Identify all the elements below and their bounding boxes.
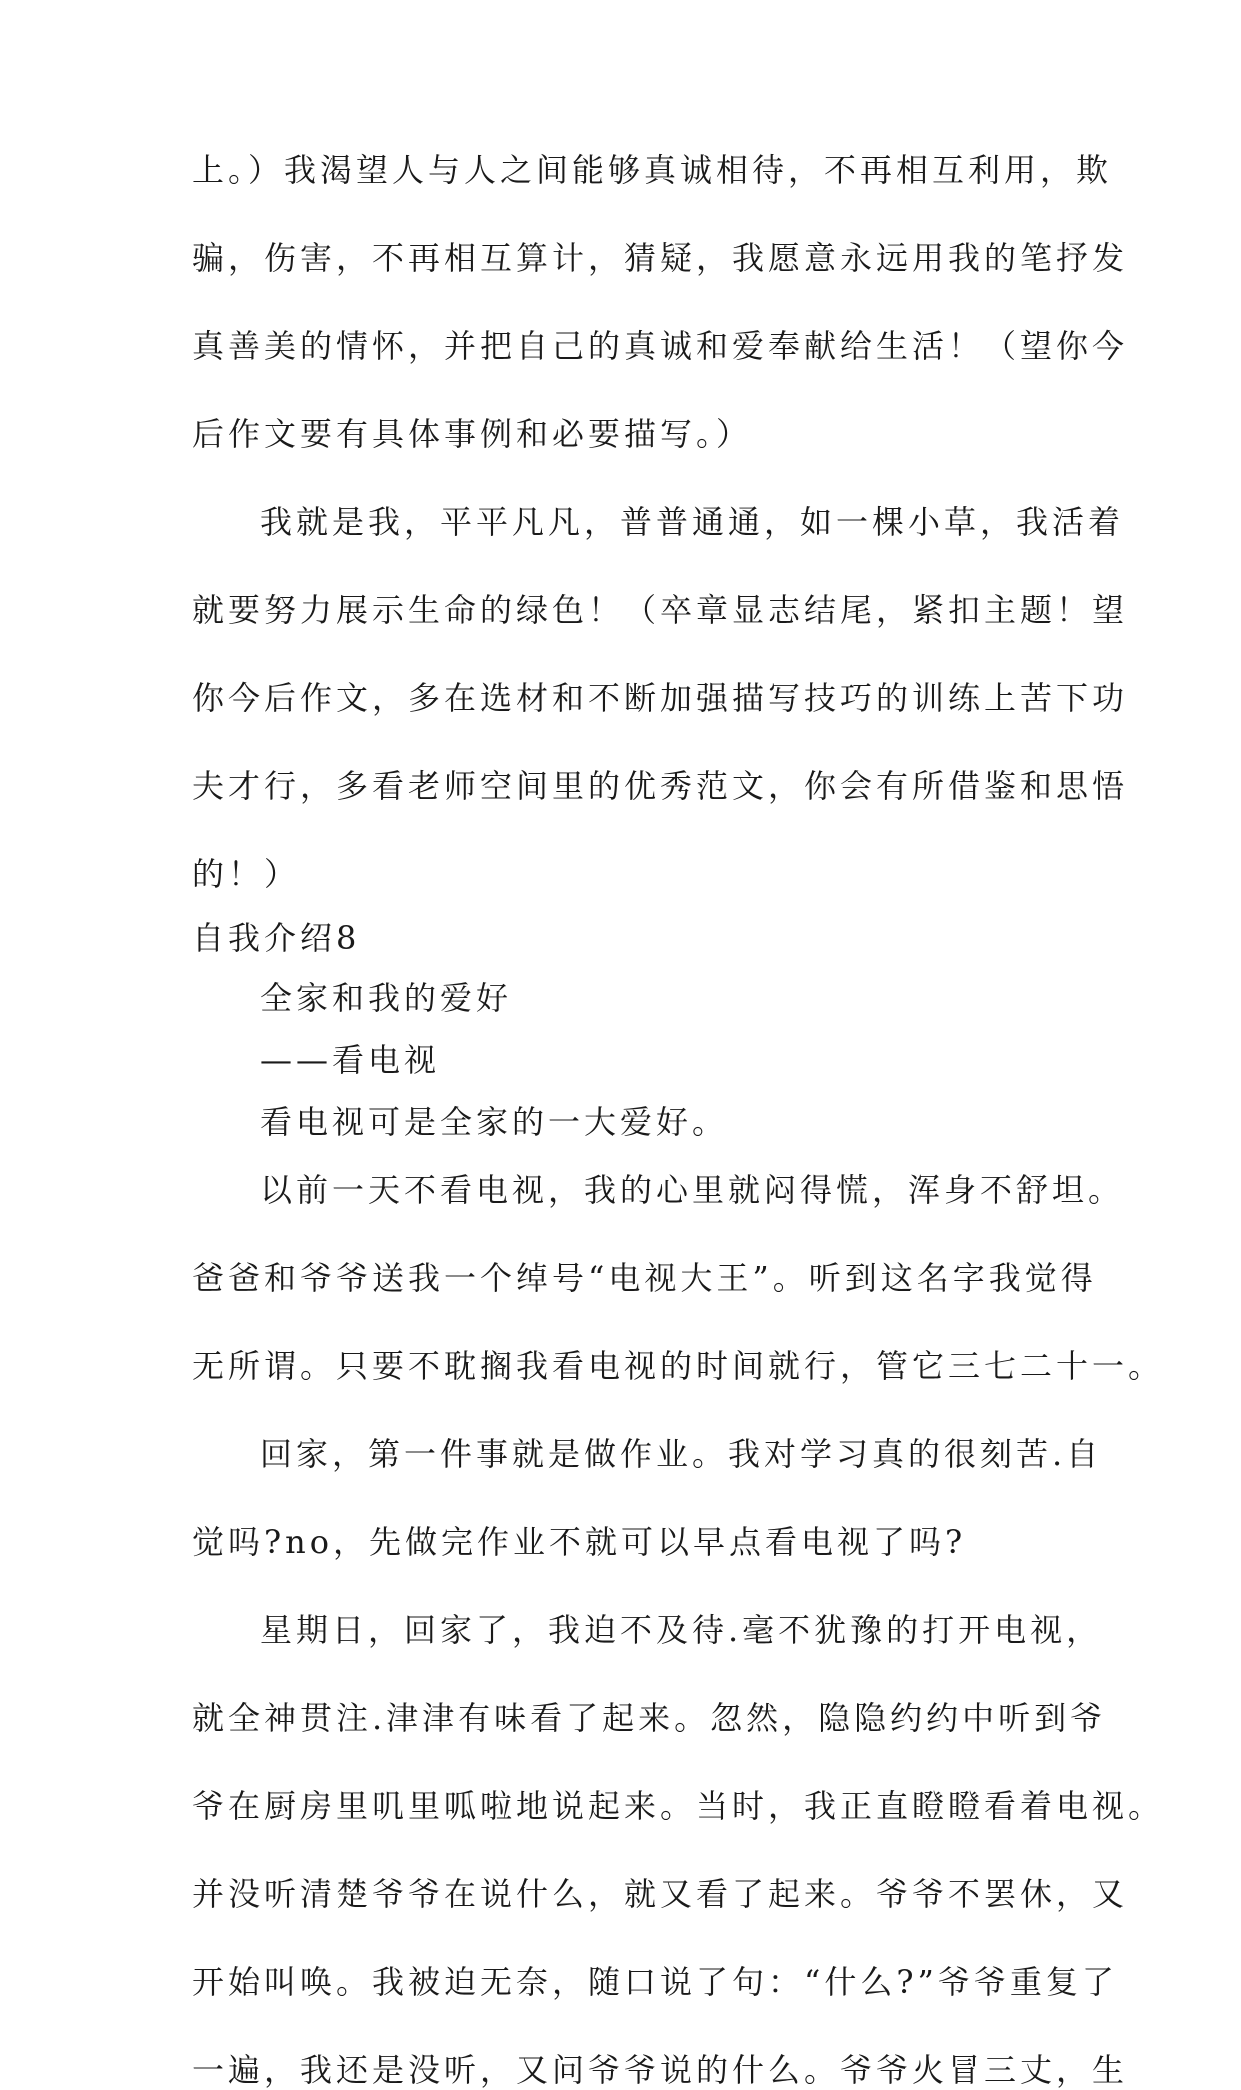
text-line: 星期日，回家了，我迫不及待.毫不犹豫的打开电视，	[260, 1611, 1103, 1649]
essay-subtitle: ——看电视	[260, 1041, 441, 1079]
text-line: 爸爸和爷爷送我一个绰号“电视大王”。听到这名字我觉得	[192, 1259, 1097, 1297]
section-heading: 自我介绍8	[192, 919, 361, 957]
text-line: 无所谓。只要不耽搁我看电视的时间就行，管它三七二十一。	[192, 1347, 1165, 1385]
text-line: 骗，伤害，不再相互算计，猜疑，我愿意永远用我的笔抒发	[192, 239, 1129, 277]
essay-title: 全家和我的爱好	[260, 979, 513, 1017]
text-line: 真善美的情怀，并把自己的真诚和爱奉献给生活！（望你今	[192, 327, 1129, 365]
text-line: 以前一天不看电视，我的心里就闷得慌，浑身不舒坦。	[260, 1171, 1125, 1209]
text-line: 上。）我渴望人与人之间能够真诚相待，不再相互利用，欺	[192, 151, 1113, 189]
text-line: 爷在厨房里叽里呱啦地说起来。当时，我正直瞪瞪看着电视。	[192, 1787, 1165, 1825]
text-line: 一遍，我还是没听，又问爷爷说的什么。爷爷火冒三丈，生	[192, 2051, 1129, 2089]
text-line: 的！）	[192, 855, 301, 893]
text-line: 我就是我，平平凡凡，普普通通，如一棵小草，我活着	[260, 503, 1125, 541]
text-line: 觉吗?no，先做完作业不就可以早点看电视了吗?	[192, 1523, 967, 1561]
text-line: 夫才行，多看老师空间里的优秀范文，你会有所借鉴和思悟	[192, 767, 1129, 805]
text-line: 看电视可是全家的一大爱好。	[260, 1103, 729, 1141]
text-line: 就全神贯注.津津有味看了起来。忽然，隐隐约约中听到爷	[192, 1699, 1107, 1737]
text-line: 你今后作文，多在选材和不断加强描写技巧的训练上苦下功	[192, 679, 1129, 717]
text-line: 开始叫唤。我被迫无奈，随口说了句：“什么?”爷爷重复了	[192, 1963, 1118, 2001]
text-line: 就要努力展示生命的绿色！（卒章显志结尾，紧扣主题！望	[192, 591, 1129, 629]
text-line: 后作文要有具体事例和必要描写。）	[192, 415, 753, 453]
text-line: 回家，第一件事就是做作业。我对学习真的很刻苦.自	[260, 1435, 1103, 1473]
text-line: 并没听清楚爷爷在说什么，就又看了起来。爷爷不罢休，又	[192, 1875, 1129, 1913]
document-page	[192, 150, 1165, 2090]
